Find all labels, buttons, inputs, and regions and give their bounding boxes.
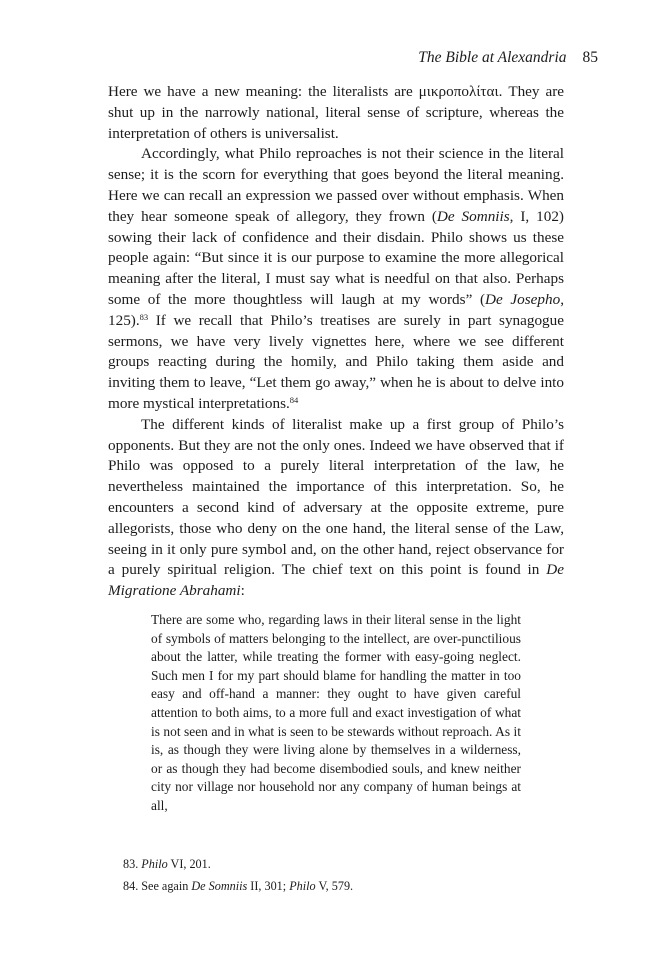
italic-title: De Josepho (485, 290, 561, 308)
footnote (123, 856, 563, 872)
block-quote (151, 611, 521, 816)
footnote-ref: 84 (289, 394, 299, 405)
page-number: 85 (582, 49, 598, 66)
text-run: : (240, 582, 245, 600)
main-text (108, 82, 564, 602)
text-run: VI, 201. (167, 857, 211, 871)
paragraph (108, 144, 564, 414)
footnote (123, 878, 563, 894)
text-run: V, 579. (315, 879, 354, 893)
block-quote-text: There are some who, regarding laws in their literal sense in the light of symbols of matters belonging to the intellect, are over-punctilious about the latter, while treating the former with easy-going neglect. Such men I for my part should blame for handling the matter in too easy and off-hand a manner: they ought to have given careful attention to both aims, to a more full and exact investigation of what is not seen and in what is seen to be stewards without reproach. As it is, as though they were living alone by themselves in a wilderness, or as though they had become disembodied souls, and knew neither city nor village nor household nor any company of human beings at all, (151, 612, 521, 813)
italic-title: De Somniis (436, 207, 510, 225)
paragraph (108, 82, 564, 144)
text-run: II, 301; (247, 879, 290, 893)
text-run: Accordingly, what Philo reproaches is not their science in the literal sense; it is the scorn for everything that goes beyond the literal meaning. Here we can recall an expression we passed over without emphasis. When they hear someone speak of allegory, they frown ( (108, 145, 564, 225)
text-run: 83. (123, 857, 142, 871)
text-run: , I, 102) sowing their lack of confidence and their disdain. Philo shows us these people again: “But since it is our purpose to examine the more allegorical meaning after the literal, I must say what is needful on that also. Perhaps some of the more thoughtless will laugh at my words” ( (108, 207, 564, 308)
text-run: The different kinds of literalist make up a first group of Philo’s opponents. But they are not the only ones. Indeed we have observed that if Philo was opposed to a purely literal interpretation of the law, he nevertheless maintained the importance of this interpretation. So, he encounters a second kind of adversary at the opposite extreme, pure allegorists, those who deny on the one hand, the literal sense of the Law, seeing in it only pure symbol and, on the other hand, reject observance for a purely spiritual religion. The chief text on this point is found in (108, 415, 564, 579)
text-run: , 125). (108, 290, 564, 329)
running-header (418, 49, 598, 67)
text-run: 84. See again (123, 879, 192, 893)
paragraph (108, 415, 564, 602)
italic-title: Philo (141, 857, 168, 871)
footnotes (123, 856, 563, 900)
running-title: The Bible at Alexandria (418, 49, 567, 66)
text-run: Here we have a new meaning: the literalists are μικροπολίται. They are shut up in the narrowly national, literal sense of scripture, whereas the interpretation of others is universalist. (108, 83, 564, 142)
italic-title: De Migratione Abrahami (108, 561, 564, 600)
italic-title: De Somniis (191, 879, 248, 893)
text-run: If we recall that Philo’s treatises are surely in part synagogue sermons, we have very lively vignettes here, where we see different groups reacting during the homily, and Philo taking them aside and inviting them to leave, “Let them go away,” when he is about to delve into more mystical interpretations. (108, 311, 564, 412)
italic-title: Philo (289, 879, 316, 893)
footnote-ref: 83 (139, 311, 149, 322)
